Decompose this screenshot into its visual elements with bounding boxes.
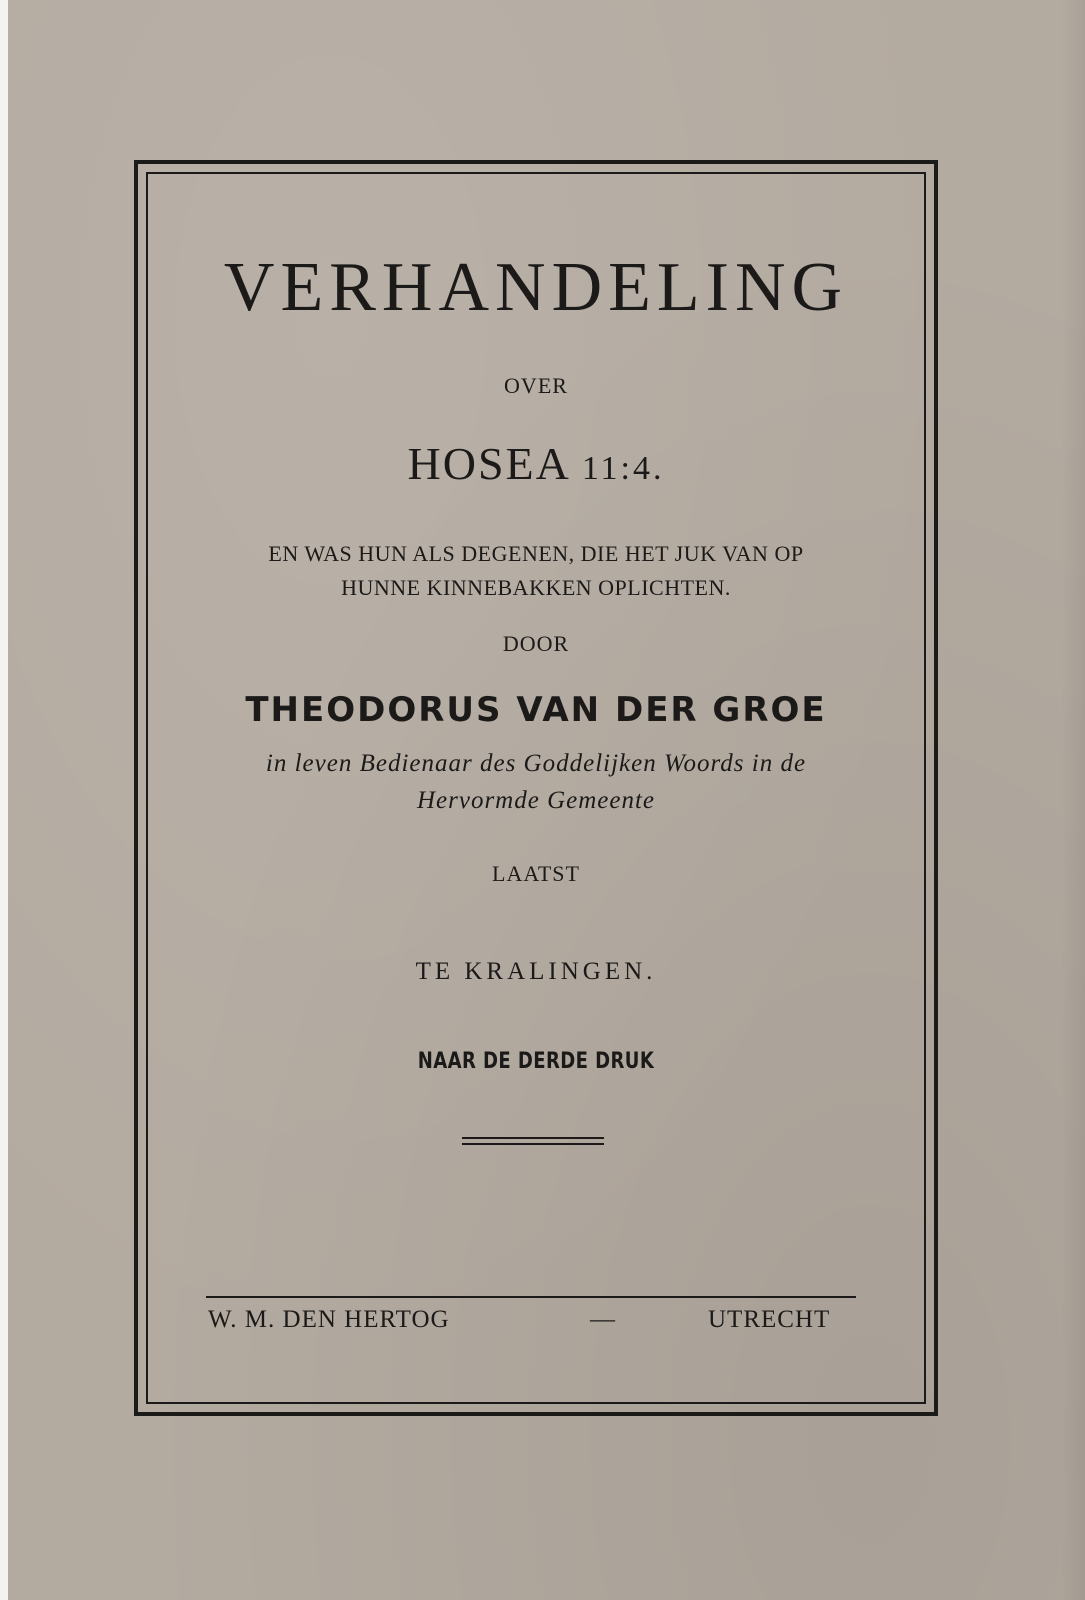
scripture-reference <box>156 436 916 497</box>
quote-line-2: HUNNE KINNEBAKKEN OPLICHTEN. <box>341 575 731 600</box>
author-name: THEODORUS VAN DER GROE <box>245 690 827 730</box>
quote-line-1: EN WAS HUN ALS DEGENEN, DIE HET JUK VAN OP <box>268 541 804 566</box>
book-name: HOSEA <box>407 438 569 489</box>
double-rule-bottom <box>462 1143 604 1145</box>
over-label: OVER <box>504 373 568 398</box>
cover-edge-shade <box>1061 0 1085 1600</box>
edition-note: NAAR DE DERDE DRUK <box>417 1049 655 1074</box>
author-role-line-1: in leven Bedienaar des Goddelijken Woords in de <box>265 750 807 777</box>
place-name: TE KRALINGEN. <box>415 958 657 985</box>
footer-separator: — <box>590 1306 616 1333</box>
publisher-city: UTRECHT <box>708 1306 831 1333</box>
footer-rule <box>206 1296 856 1298</box>
laatst-label: LAATST <box>492 861 580 886</box>
author-role-line-2: Hervormde Gemeente <box>416 787 656 814</box>
verse-number: 11:4. <box>581 450 665 487</box>
cover-title: VERHANDELING <box>223 249 849 326</box>
door-label: DOOR <box>502 631 570 656</box>
double-rule-top <box>462 1137 604 1139</box>
publisher-name: W. M. DEN HERTOG <box>208 1306 450 1333</box>
